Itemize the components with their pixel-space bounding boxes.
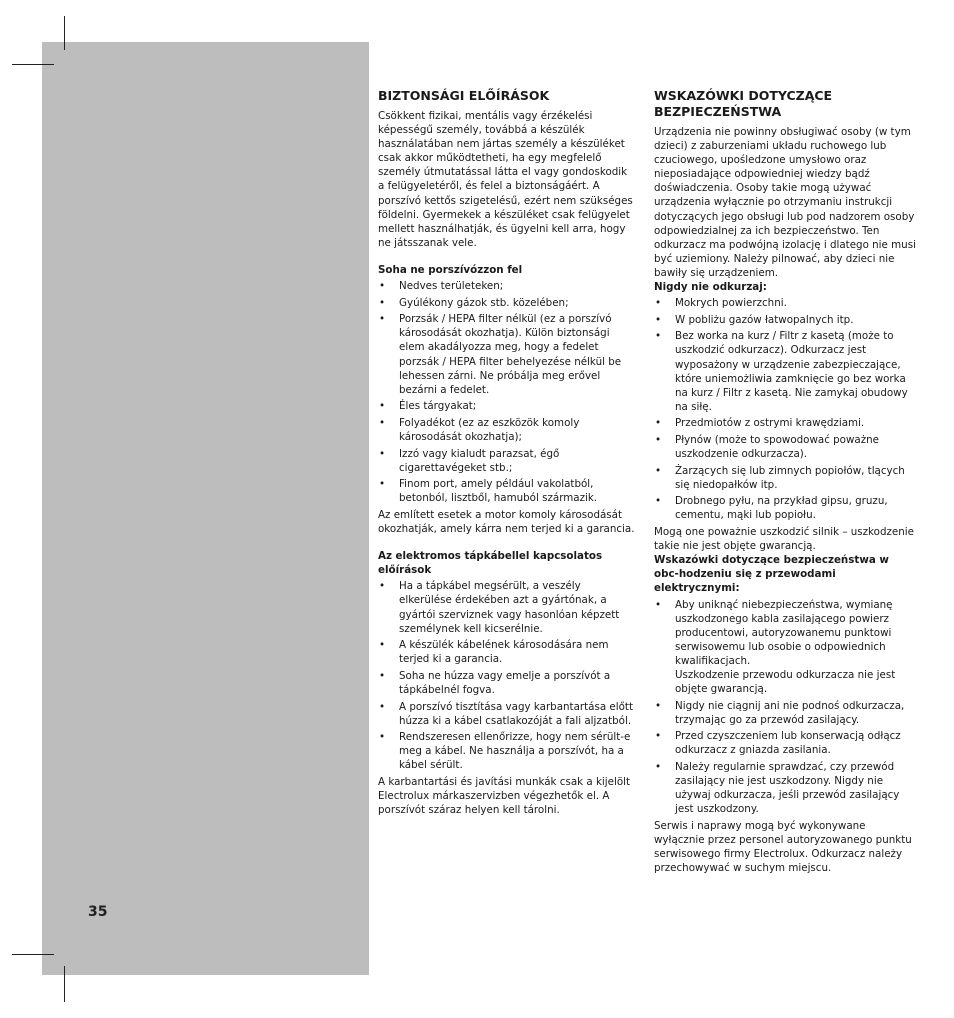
list-item: • Folyadékot (ez az eszközök komoly károsodását okozhatja); bbox=[378, 416, 636, 444]
hungarian-heading: BIZTONSÁGI ELŐÍRÁSOK bbox=[378, 88, 550, 103]
list-item-text: Aby uniknąć niebezpieczeństwa, wymianę uszkodzonego kabla zasilającego powierz producentowi, autoryzowanemu punktowi serwisowemu lub osobie o odpowiednich kwalifikacjach. bbox=[675, 598, 893, 667]
crop-mark-bottom-vertical bbox=[64, 966, 65, 1002]
polish-heading: WSKAZÓWKI DOTYCZĄCE BEZPIECZEŃSTWA bbox=[654, 88, 833, 119]
polish-cable-list bbox=[654, 598, 916, 817]
gray-side-panel bbox=[42, 42, 369, 975]
hungarian-never-note: Az említett esetek a motor komoly károsodását okozhatják, amely kárra nem terjed ki a garancia. bbox=[378, 508, 635, 536]
page-number: 35 bbox=[88, 904, 108, 920]
list-item: • A készülék kábelének károsodására nem terjed ki a garancia. bbox=[378, 638, 636, 666]
polish-closing: Serwis i naprawy mogą być wykonywane wyłącznie przez personel autoryzowanego punktu serwisowego firmy Electrolux. Odkurzacz należy przechowywać w suchym miejscu. bbox=[654, 819, 912, 875]
crop-mark-top-vertical bbox=[64, 16, 65, 50]
list-item: • Ha a tápkábel megsérült, a veszély elkerülése érdekében azt a gyártónak, a gyártói szerviznek vagy hasonlóan képzett személynek kell kicserélnie. bbox=[378, 579, 636, 635]
list-item: • A porszívó tisztítása vagy karbantartása előtt húzza ki a kábel csatlakozóját a fali aljzatból. bbox=[378, 700, 636, 728]
list-item: • Éles tárgyakat; bbox=[378, 399, 636, 413]
list-item: • Należy regularnie sprawdzać, czy przewód zasilający nie jest uszkodzony. Nigdy nie używaj odkurzacza, jeśli przewód zasilający jest uszkodzony. bbox=[654, 760, 916, 816]
polish-safety-column bbox=[654, 88, 916, 875]
polish-intro: Urządzenia nie powinny obsługiwać osoby (w tym dzieci) z zaburzeniami układu ruchowego lub czuciowego, upośledzone umysłowo oraz nieposiadające odpowiedniej wiedzy bądź doświadczenia. Osoby takie mogą używać urządzenia wyłącznie po otrzymaniu instrukcji dotyczących jego obsługi lub pod nadzorem osoby odpowiedzialnej za ich bezpieczeństwo. Ten odkurzacz ma podwójną izolację i dlatego nie musi być uziemiony. Należy pilnować, aby dzieci nie bawiły się urządzeniem. bbox=[654, 126, 916, 279]
list-item: • Izzó vagy kialudt parazsat, égő cigarettavégeket stb.; bbox=[378, 447, 636, 475]
list-item-extra: Uszkodzenie przewodu odkurzacza nie jest objęte gwarancją. bbox=[675, 668, 896, 696]
polish-never-list bbox=[654, 296, 916, 522]
hungarian-cable-list bbox=[378, 579, 636, 772]
list-item: • Nigdy nie ciągnij ani nie podnoś odkurzacza, trzymając go za przewód zasilający. bbox=[654, 699, 916, 727]
list-item: • Porzsák / HEPA filter nélkül (ez a porszívó károsodását okozhatja). Külön biztonsági elem akadályozza meg, hogy a fedelet porzsák / HEPA filter behelyezése nélkül be lehessen zárni. Ne próbálja meg erővel bezárni a fedelet. bbox=[378, 312, 636, 397]
list-item: • Finom port, amely például vakolatból, betonból, lisztből, hamuból származik. bbox=[378, 477, 636, 505]
list-item: • Nedves területeken; bbox=[378, 279, 636, 293]
list-item: • Żarzących się lub zimnych popiołów, tlących się niedopałków itp. bbox=[654, 464, 916, 492]
list-item: • Drobnego pyłu, na przykład gipsu, gruzu, cementu, mąki lub popiołu. bbox=[654, 494, 916, 522]
crop-mark-bottom-horizontal bbox=[12, 954, 54, 955]
list-item: • Gyúlékony gázok stb. közelében; bbox=[378, 296, 636, 310]
list-item: • W pobliżu gazów łatwopalnych itp. bbox=[654, 313, 916, 327]
polish-cable-heading: Wskazówki dotyczące bezpieczeństwa w obc-hodzeniu się z przewodami elektrycznymi: bbox=[654, 554, 889, 595]
hungarian-never-list bbox=[378, 279, 636, 505]
crop-mark-top-horizontal bbox=[12, 64, 54, 65]
list-item: • Rendszeresen ellenőrizze, hogy nem sérült-e meg a kábel. Ne használja a porszívót, ha a kábel sérült. bbox=[378, 730, 636, 772]
list-item: • Przed czyszczeniem lub konserwacją odłącz odkurzacz z gniazda zasilania. bbox=[654, 729, 916, 757]
list-item: • Płynów (może to spowodować poważne uszkodzenie odkurzacza). bbox=[654, 433, 916, 461]
list-item bbox=[654, 598, 916, 697]
list-item: • Bez worka na kurz / Filtr z kasetą (może to uszkodzić odkurzacz). Odkurzacz jest wyposażony w urządzenie zabezpieczające, które uniemożliwia zamknięcie go bez worka na kurz / Filtr z kasetą. Nie zamykaj obudowy na siłę. bbox=[654, 329, 916, 414]
hungarian-cable-heading: Az elektromos tápkábellel kapcsolatos előírások bbox=[378, 550, 603, 577]
list-item: • Przedmiotów z ostrymi krawędziami. bbox=[654, 416, 916, 430]
list-item: • Soha ne húzza vagy emelje a porszívót a tápkábelnél fogva. bbox=[378, 669, 636, 697]
hungarian-closing: A karbantartási és javítási munkák csak a kijelölt Electrolux márkaszervizben végezhetők el. A porszívót száraz helyen kell tárolni. bbox=[378, 776, 631, 817]
hungarian-safety-column bbox=[378, 88, 636, 817]
polish-never-note: Mogą one poważnie uszkodzić silnik – uszkodzenie takie nie jest objęte gwarancją. bbox=[654, 526, 914, 553]
list-item: • Mokrych powierzchni. bbox=[654, 296, 916, 310]
hungarian-intro: Csökkent fizikai, mentális vagy érzékelési képességű személy, továbbá a készülék használatában nem jártas személy a készüléket csak akkor működtetheti, ha egy megfelelő személy útmutatással látta el vagy gondoskodik a felügyeletéről, és felel a biztonságáért. A porszívó kettős szigetelésű, ezért nem szükséges földelni. Gyermekek a készüléket csak felügyelet mellett használhatják, és ügyelni kell arra, hogy ne játsszanak vele. bbox=[378, 110, 633, 249]
hungarian-never-heading: Soha ne porszívózzon fel bbox=[378, 263, 523, 276]
polish-never-heading: Nigdy nie odkurzaj: bbox=[654, 281, 767, 294]
